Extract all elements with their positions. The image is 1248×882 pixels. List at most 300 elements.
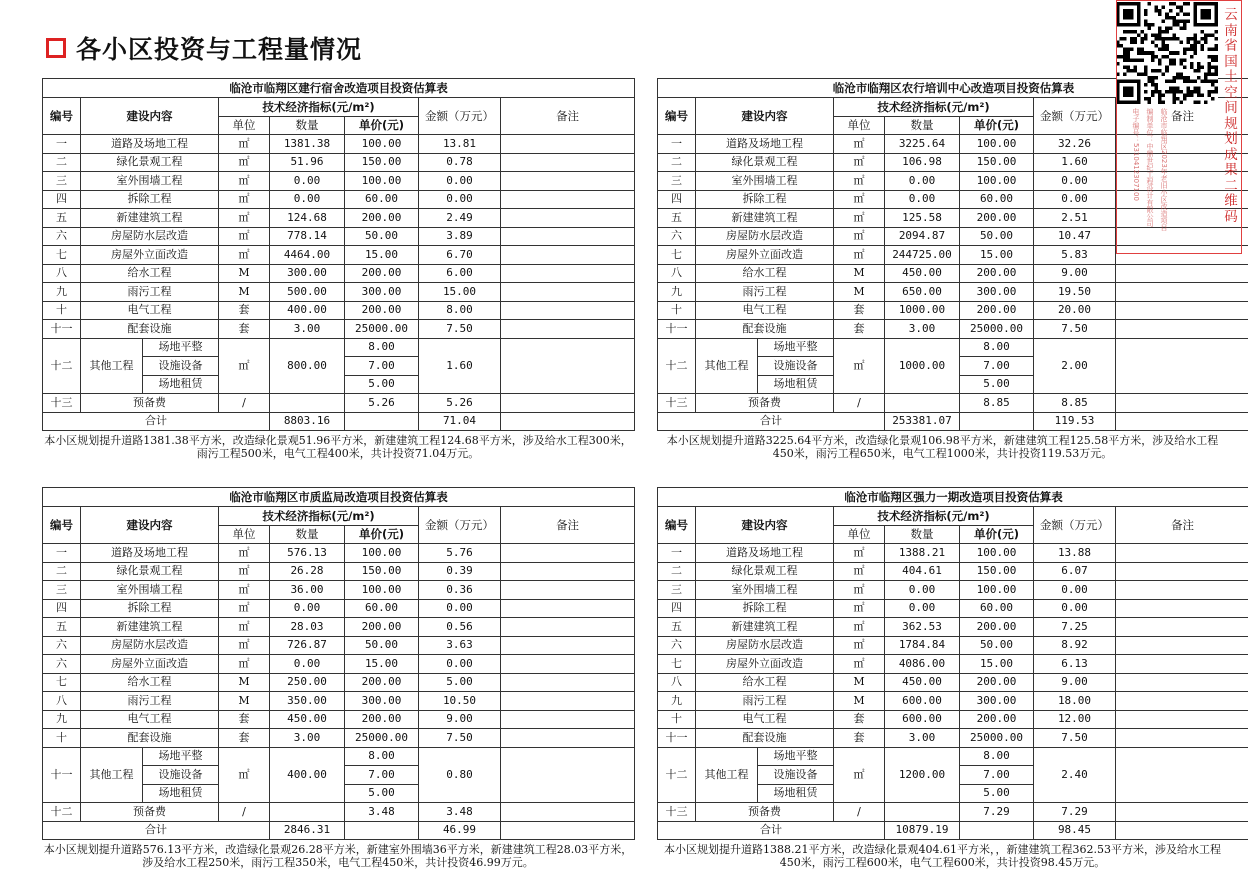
col-header-remark: 备注: [1116, 507, 1248, 544]
row-unit: ㎡: [834, 227, 885, 246]
row-amount: 1.60: [419, 338, 501, 394]
row-remark: [501, 729, 635, 748]
row-no: 八: [43, 692, 81, 711]
row-price: 200.00: [345, 673, 419, 692]
row-unit: 套: [219, 710, 270, 729]
row-amount: 0.80: [419, 747, 501, 803]
table-row: [43, 153, 635, 172]
col-header-price: 单价(元): [345, 116, 419, 135]
total-price: [960, 821, 1034, 840]
row-amount: 5.00: [419, 673, 501, 692]
row-qty: 3225.64: [885, 135, 960, 154]
row-qty: 404.61: [885, 562, 960, 581]
row-name: 预备费: [696, 803, 834, 822]
row-price: 300.00: [960, 283, 1034, 302]
row-remark: [1116, 320, 1248, 339]
row-price: 150.00: [345, 562, 419, 581]
table-row: [43, 172, 635, 191]
col-header-amount: 金额（万元）: [1034, 98, 1116, 135]
row-unit: M: [834, 692, 885, 711]
row-amount: 2.00: [1034, 338, 1116, 394]
row-unit: ㎡: [834, 581, 885, 600]
row-remark: [1116, 562, 1248, 581]
col-header-content: 建设内容: [696, 98, 834, 135]
col-header-content: 建设内容: [81, 507, 219, 544]
row-unit: /: [834, 803, 885, 822]
table-note: 本小区规划提升道路576.13平方米，改造绿化景观26.28平方米，新建室外围墙36平方米，新建建筑工程28.03平方米，涉及给水工程250米，雨污工程350米，电气工程450米，共计投资46.99万元。: [43, 843, 633, 869]
row-no: 十三: [658, 803, 696, 822]
row-qty: 576.13: [270, 544, 345, 563]
row-name: 房屋防水层改造: [81, 227, 219, 246]
table-row: [43, 599, 635, 618]
row-price: 7.00: [345, 357, 419, 376]
row-price: 60.00: [345, 599, 419, 618]
row-amount: 32.26: [1034, 135, 1116, 154]
table-block-jianhang: [42, 78, 634, 460]
row-amount: 5.76: [419, 544, 501, 563]
row-name: 预备费: [81, 803, 219, 822]
row-name: 雨污工程: [696, 692, 834, 711]
row-price: 8.00: [345, 338, 419, 357]
table-row-total: [43, 412, 635, 431]
row-qty: 3.00: [885, 729, 960, 748]
row-remark: [1116, 729, 1248, 748]
row-no: 二: [658, 562, 696, 581]
row-name: 配套设施: [696, 320, 834, 339]
row-remark: [1116, 692, 1248, 711]
table-row-total: [43, 821, 635, 840]
row-unit: ㎡: [219, 135, 270, 154]
total-label: 合计: [43, 821, 270, 840]
row-name: 给水工程: [696, 673, 834, 692]
row-qty: 300.00: [270, 264, 345, 283]
row-amount: 10.47: [1034, 227, 1116, 246]
row-qty: 36.00: [270, 581, 345, 600]
table-row: [43, 301, 635, 320]
stamp-vertical-text: 云南省国土空间规划成果二维码: [1224, 7, 1238, 225]
table-row-other: [43, 747, 635, 766]
row-unit: M: [834, 264, 885, 283]
row-price: 60.00: [345, 190, 419, 209]
col-header-tech: 技术经济指标(元/m²): [834, 98, 1034, 117]
row-no: 十一: [43, 320, 81, 339]
col-header-content: 建设内容: [81, 98, 219, 135]
row-qty: 0.00: [270, 172, 345, 191]
row-unit: ㎡: [219, 618, 270, 637]
row-price: 50.00: [345, 227, 419, 246]
table-row: [658, 544, 1248, 563]
row-subname: 场地平整: [758, 747, 834, 766]
row-qty: 2094.87: [885, 227, 960, 246]
row-price: 50.00: [960, 636, 1034, 655]
row-no: 四: [658, 190, 696, 209]
row-qty: [270, 394, 345, 413]
row-amount: 9.00: [1034, 264, 1116, 283]
row-remark: [1116, 394, 1248, 413]
row-amount: 0.00: [419, 599, 501, 618]
row-qty: 350.00: [270, 692, 345, 711]
table-title: 临沧市临翔区建行宿舍改造项目投资估算表: [43, 79, 635, 98]
row-remark: [1116, 618, 1248, 637]
row-qty: 0.00: [885, 190, 960, 209]
total-price: [345, 412, 419, 431]
row-amount: 8.00: [419, 301, 501, 320]
row-amount: 0.00: [419, 172, 501, 191]
row-qty: 1200.00: [885, 747, 960, 803]
row-name: 拆除工程: [81, 599, 219, 618]
row-amount: 13.88: [1034, 544, 1116, 563]
table-row: [43, 227, 635, 246]
row-qty: 1381.38: [270, 135, 345, 154]
row-no: 九: [658, 692, 696, 711]
row-amount: 10.50: [419, 692, 501, 711]
table-row: [43, 209, 635, 228]
row-no: 三: [43, 172, 81, 191]
row-name: 房屋防水层改造: [696, 636, 834, 655]
row-name: 配套设施: [81, 320, 219, 339]
row-amount: 15.00: [419, 283, 501, 302]
total-remark: [1116, 821, 1248, 840]
row-unit: ㎡: [219, 246, 270, 265]
row-amount: 2.40: [1034, 747, 1116, 803]
row-amount: 7.50: [1034, 729, 1116, 748]
table-row: [658, 636, 1248, 655]
col-header-amount: 金额（万元）: [419, 507, 501, 544]
row-remark: [501, 673, 635, 692]
row-remark: [501, 153, 635, 172]
col-header-price: 单价(元): [345, 525, 419, 544]
row-price: 300.00: [345, 692, 419, 711]
row-qty: 0.00: [270, 655, 345, 674]
total-amount: 46.99: [419, 821, 501, 840]
row-subname: 场地平整: [143, 338, 219, 357]
row-unit: ㎡: [834, 246, 885, 265]
row-qty: 1388.21: [885, 544, 960, 563]
row-unit: 套: [834, 301, 885, 320]
table-row: [658, 581, 1248, 600]
row-qty: [885, 803, 960, 822]
row-name: 配套设施: [696, 729, 834, 748]
row-remark: [501, 655, 635, 674]
row-no: 三: [43, 581, 81, 600]
row-qty: 450.00: [270, 710, 345, 729]
row-remark: [501, 135, 635, 154]
row-qty: 125.58: [885, 209, 960, 228]
row-qty: 400.00: [270, 301, 345, 320]
row-unit: 套: [834, 729, 885, 748]
row-remark: [501, 710, 635, 729]
row-no: 五: [658, 618, 696, 637]
row-unit: ㎡: [834, 618, 885, 637]
col-header-remark: 备注: [501, 98, 635, 135]
total-amount: 71.04: [419, 412, 501, 431]
row-no: 一: [43, 544, 81, 563]
row-amount: 7.29: [1034, 803, 1116, 822]
row-name: 其他工程: [81, 747, 143, 803]
row-no: 五: [658, 209, 696, 228]
row-unit: ㎡: [834, 153, 885, 172]
table-row-reserve: [43, 394, 635, 413]
row-price: 7.00: [960, 766, 1034, 785]
table-note: 本小区规划提升道路3225.64平方米，改造绿化景观106.98平方米，新建建筑工程125.58平方米，涉及给水工程450米，雨污工程650米，电气工程1000米，共计投资119.53万元。: [666, 434, 1219, 460]
row-amount: 13.81: [419, 135, 501, 154]
row-name: 道路及场地工程: [81, 135, 219, 154]
col-header-qty: 数量: [270, 525, 345, 544]
row-remark: [501, 803, 635, 822]
row-no: 八: [658, 264, 696, 283]
table-row: [43, 320, 635, 339]
row-amount: 0.56: [419, 618, 501, 637]
row-amount: 6.00: [419, 264, 501, 283]
row-unit: /: [834, 394, 885, 413]
row-remark: [1116, 673, 1248, 692]
row-price: 3.48: [345, 803, 419, 822]
table-row: [43, 618, 635, 637]
row-amount: 3.89: [419, 227, 501, 246]
row-unit: ㎡: [219, 209, 270, 228]
row-no: 四: [43, 190, 81, 209]
page-header: [46, 30, 362, 66]
row-remark: [1116, 283, 1248, 302]
row-name: 拆除工程: [696, 190, 834, 209]
row-price: 7.00: [960, 357, 1034, 376]
row-remark: [1116, 747, 1248, 803]
row-unit: ㎡: [219, 581, 270, 600]
row-no: 七: [43, 246, 81, 265]
row-price: 150.00: [960, 562, 1034, 581]
row-amount: 6.70: [419, 246, 501, 265]
col-header-unit: 单位: [834, 525, 885, 544]
table-note: 本小区规划提升道路1381.38平方米，改造绿化景观51.96平方米，新建建筑工程124.68平方米，涉及给水工程300米，雨污工程500米，电气工程400米，共计投资71.04万元。: [44, 434, 632, 460]
row-subname: 设施设备: [143, 357, 219, 376]
row-unit: ㎡: [834, 190, 885, 209]
row-name: 道路及场地工程: [81, 544, 219, 563]
row-remark: [501, 562, 635, 581]
total-qty: 8803.16: [270, 412, 345, 431]
row-qty: 362.53: [885, 618, 960, 637]
row-name: 室外围墙工程: [81, 581, 219, 600]
col-header-price: 单价(元): [960, 525, 1034, 544]
row-amount: 3.48: [419, 803, 501, 822]
table-row-other: [658, 338, 1248, 357]
row-qty: [885, 394, 960, 413]
row-subname: 场地平整: [758, 338, 834, 357]
row-price: 300.00: [345, 283, 419, 302]
row-unit: 套: [219, 729, 270, 748]
title-square-icon: [46, 38, 66, 58]
row-qty: 650.00: [885, 283, 960, 302]
row-unit: ㎡: [219, 599, 270, 618]
total-amount: 98.45: [1034, 821, 1116, 840]
total-label: 合计: [43, 412, 270, 431]
table-row: [658, 729, 1248, 748]
row-unit: M: [219, 283, 270, 302]
row-name: 新建建筑工程: [696, 209, 834, 228]
row-no: 十: [658, 301, 696, 320]
col-header-qty: 数量: [270, 116, 345, 135]
row-qty: 51.96: [270, 153, 345, 172]
row-remark: [501, 338, 635, 394]
row-no: 三: [658, 581, 696, 600]
row-name: 给水工程: [696, 264, 834, 283]
row-price: 200.00: [960, 209, 1034, 228]
row-qty: 726.87: [270, 636, 345, 655]
row-no: 十二: [658, 338, 696, 394]
row-remark: [501, 227, 635, 246]
row-price: 200.00: [345, 264, 419, 283]
row-amount: 0.78: [419, 153, 501, 172]
row-name: 绿化景观工程: [696, 153, 834, 172]
row-qty: 124.68: [270, 209, 345, 228]
table-row: [43, 544, 635, 563]
row-price: 25000.00: [345, 320, 419, 339]
row-amount: 7.25: [1034, 618, 1116, 637]
row-no: 六: [43, 655, 81, 674]
col-header-remark: 备注: [1116, 98, 1248, 135]
total-remark: [501, 821, 635, 840]
row-subname: 设施设备: [758, 357, 834, 376]
row-name: 预备费: [696, 394, 834, 413]
row-amount: 8.85: [1034, 394, 1116, 413]
col-header-unit: 单位: [219, 116, 270, 135]
table-row: [658, 301, 1248, 320]
table-title: 临沧市临翔区市质监局改造项目投资估算表: [43, 488, 635, 507]
row-price: 100.00: [345, 172, 419, 191]
row-no: 二: [658, 153, 696, 172]
total-qty: 10879.19: [885, 821, 960, 840]
row-amount: 7.50: [1034, 320, 1116, 339]
table-row-reserve: [658, 803, 1248, 822]
total-amount: 119.53: [1034, 412, 1116, 431]
row-unit: ㎡: [219, 655, 270, 674]
row-name: 给水工程: [81, 264, 219, 283]
row-unit: ㎡: [834, 135, 885, 154]
row-price: 50.00: [345, 636, 419, 655]
row-unit: /: [219, 394, 270, 413]
row-no: 十二: [658, 747, 696, 803]
row-unit: ㎡: [219, 172, 270, 191]
row-price: 100.00: [345, 135, 419, 154]
row-remark: [1116, 338, 1248, 394]
row-no: 九: [43, 710, 81, 729]
row-subname: 场地租赁: [143, 375, 219, 394]
row-qty: 1000.00: [885, 301, 960, 320]
row-price: 200.00: [345, 710, 419, 729]
row-amount: 5.26: [419, 394, 501, 413]
row-remark: [501, 544, 635, 563]
row-no: 七: [43, 673, 81, 692]
row-price: 60.00: [960, 190, 1034, 209]
row-name: 绿化景观工程: [81, 562, 219, 581]
row-amount: 12.00: [1034, 710, 1116, 729]
table-row: [658, 673, 1248, 692]
row-unit: ㎡: [219, 562, 270, 581]
row-price: 8.85: [960, 394, 1034, 413]
row-remark: [501, 301, 635, 320]
row-unit: /: [219, 803, 270, 822]
row-name: 房屋外立面改造: [696, 246, 834, 265]
table-row: [658, 618, 1248, 637]
row-name: 拆除工程: [696, 599, 834, 618]
table-title: 临沧市临翔区农行培训中心改造项目投资估算表: [658, 79, 1248, 98]
row-qty: 450.00: [885, 264, 960, 283]
row-remark: [501, 692, 635, 711]
row-remark: [501, 618, 635, 637]
row-price: 8.00: [960, 338, 1034, 357]
row-price: 8.00: [345, 747, 419, 766]
row-no: 四: [43, 599, 81, 618]
row-amount: 0.00: [1034, 190, 1116, 209]
row-unit: M: [219, 692, 270, 711]
row-qty: 500.00: [270, 283, 345, 302]
row-price: 200.00: [345, 301, 419, 320]
row-no: 二: [43, 562, 81, 581]
row-name: 房屋外立面改造: [81, 655, 219, 674]
row-amount: 20.00: [1034, 301, 1116, 320]
row-remark: [1116, 599, 1248, 618]
row-qty: 3.00: [885, 320, 960, 339]
row-no: 七: [658, 655, 696, 674]
row-subname: 设施设备: [143, 766, 219, 785]
row-price: 300.00: [960, 692, 1034, 711]
row-amount: 9.00: [1034, 673, 1116, 692]
row-price: 8.00: [960, 747, 1034, 766]
table-row: [43, 692, 635, 711]
stamp-detail-lines: [1130, 108, 1169, 248]
row-remark: [1116, 544, 1248, 563]
col-header-tech: 技术经济指标(元/m²): [219, 98, 419, 117]
row-unit: ㎡: [834, 655, 885, 674]
table-row: [658, 320, 1248, 339]
row-no: 十: [43, 729, 81, 748]
row-qty: 0.00: [885, 172, 960, 191]
row-amount: 0.00: [419, 190, 501, 209]
table-row: [43, 729, 635, 748]
row-name: 室外围墙工程: [696, 581, 834, 600]
table-block-qiangli: [657, 487, 1228, 869]
row-qty: 4464.00: [270, 246, 345, 265]
row-qty: 106.98: [885, 153, 960, 172]
row-no: 九: [658, 283, 696, 302]
row-remark: [501, 246, 635, 265]
row-price: 15.00: [960, 655, 1034, 674]
row-remark: [1116, 301, 1248, 320]
table-row: [43, 673, 635, 692]
row-price: 200.00: [345, 209, 419, 228]
row-price: 15.00: [345, 246, 419, 265]
table-row-reserve: [43, 803, 635, 822]
row-no: 十三: [658, 394, 696, 413]
row-price: 200.00: [960, 264, 1034, 283]
row-price: 200.00: [345, 618, 419, 637]
row-amount: 7.50: [419, 320, 501, 339]
row-unit: ㎡: [219, 190, 270, 209]
row-unit: 套: [219, 301, 270, 320]
row-amount: 19.50: [1034, 283, 1116, 302]
row-no: 十二: [43, 338, 81, 394]
table-row: [43, 655, 635, 674]
row-price: 5.00: [345, 375, 419, 394]
row-remark: [501, 747, 635, 803]
row-remark: [501, 209, 635, 228]
row-name: 预备费: [81, 394, 219, 413]
row-name: 电气工程: [696, 301, 834, 320]
row-subname: 场地租赁: [758, 375, 834, 394]
row-qty: 0.00: [885, 581, 960, 600]
row-name: 房屋防水层改造: [696, 227, 834, 246]
row-amount: 5.83: [1034, 246, 1116, 265]
row-price: 5.26: [345, 394, 419, 413]
